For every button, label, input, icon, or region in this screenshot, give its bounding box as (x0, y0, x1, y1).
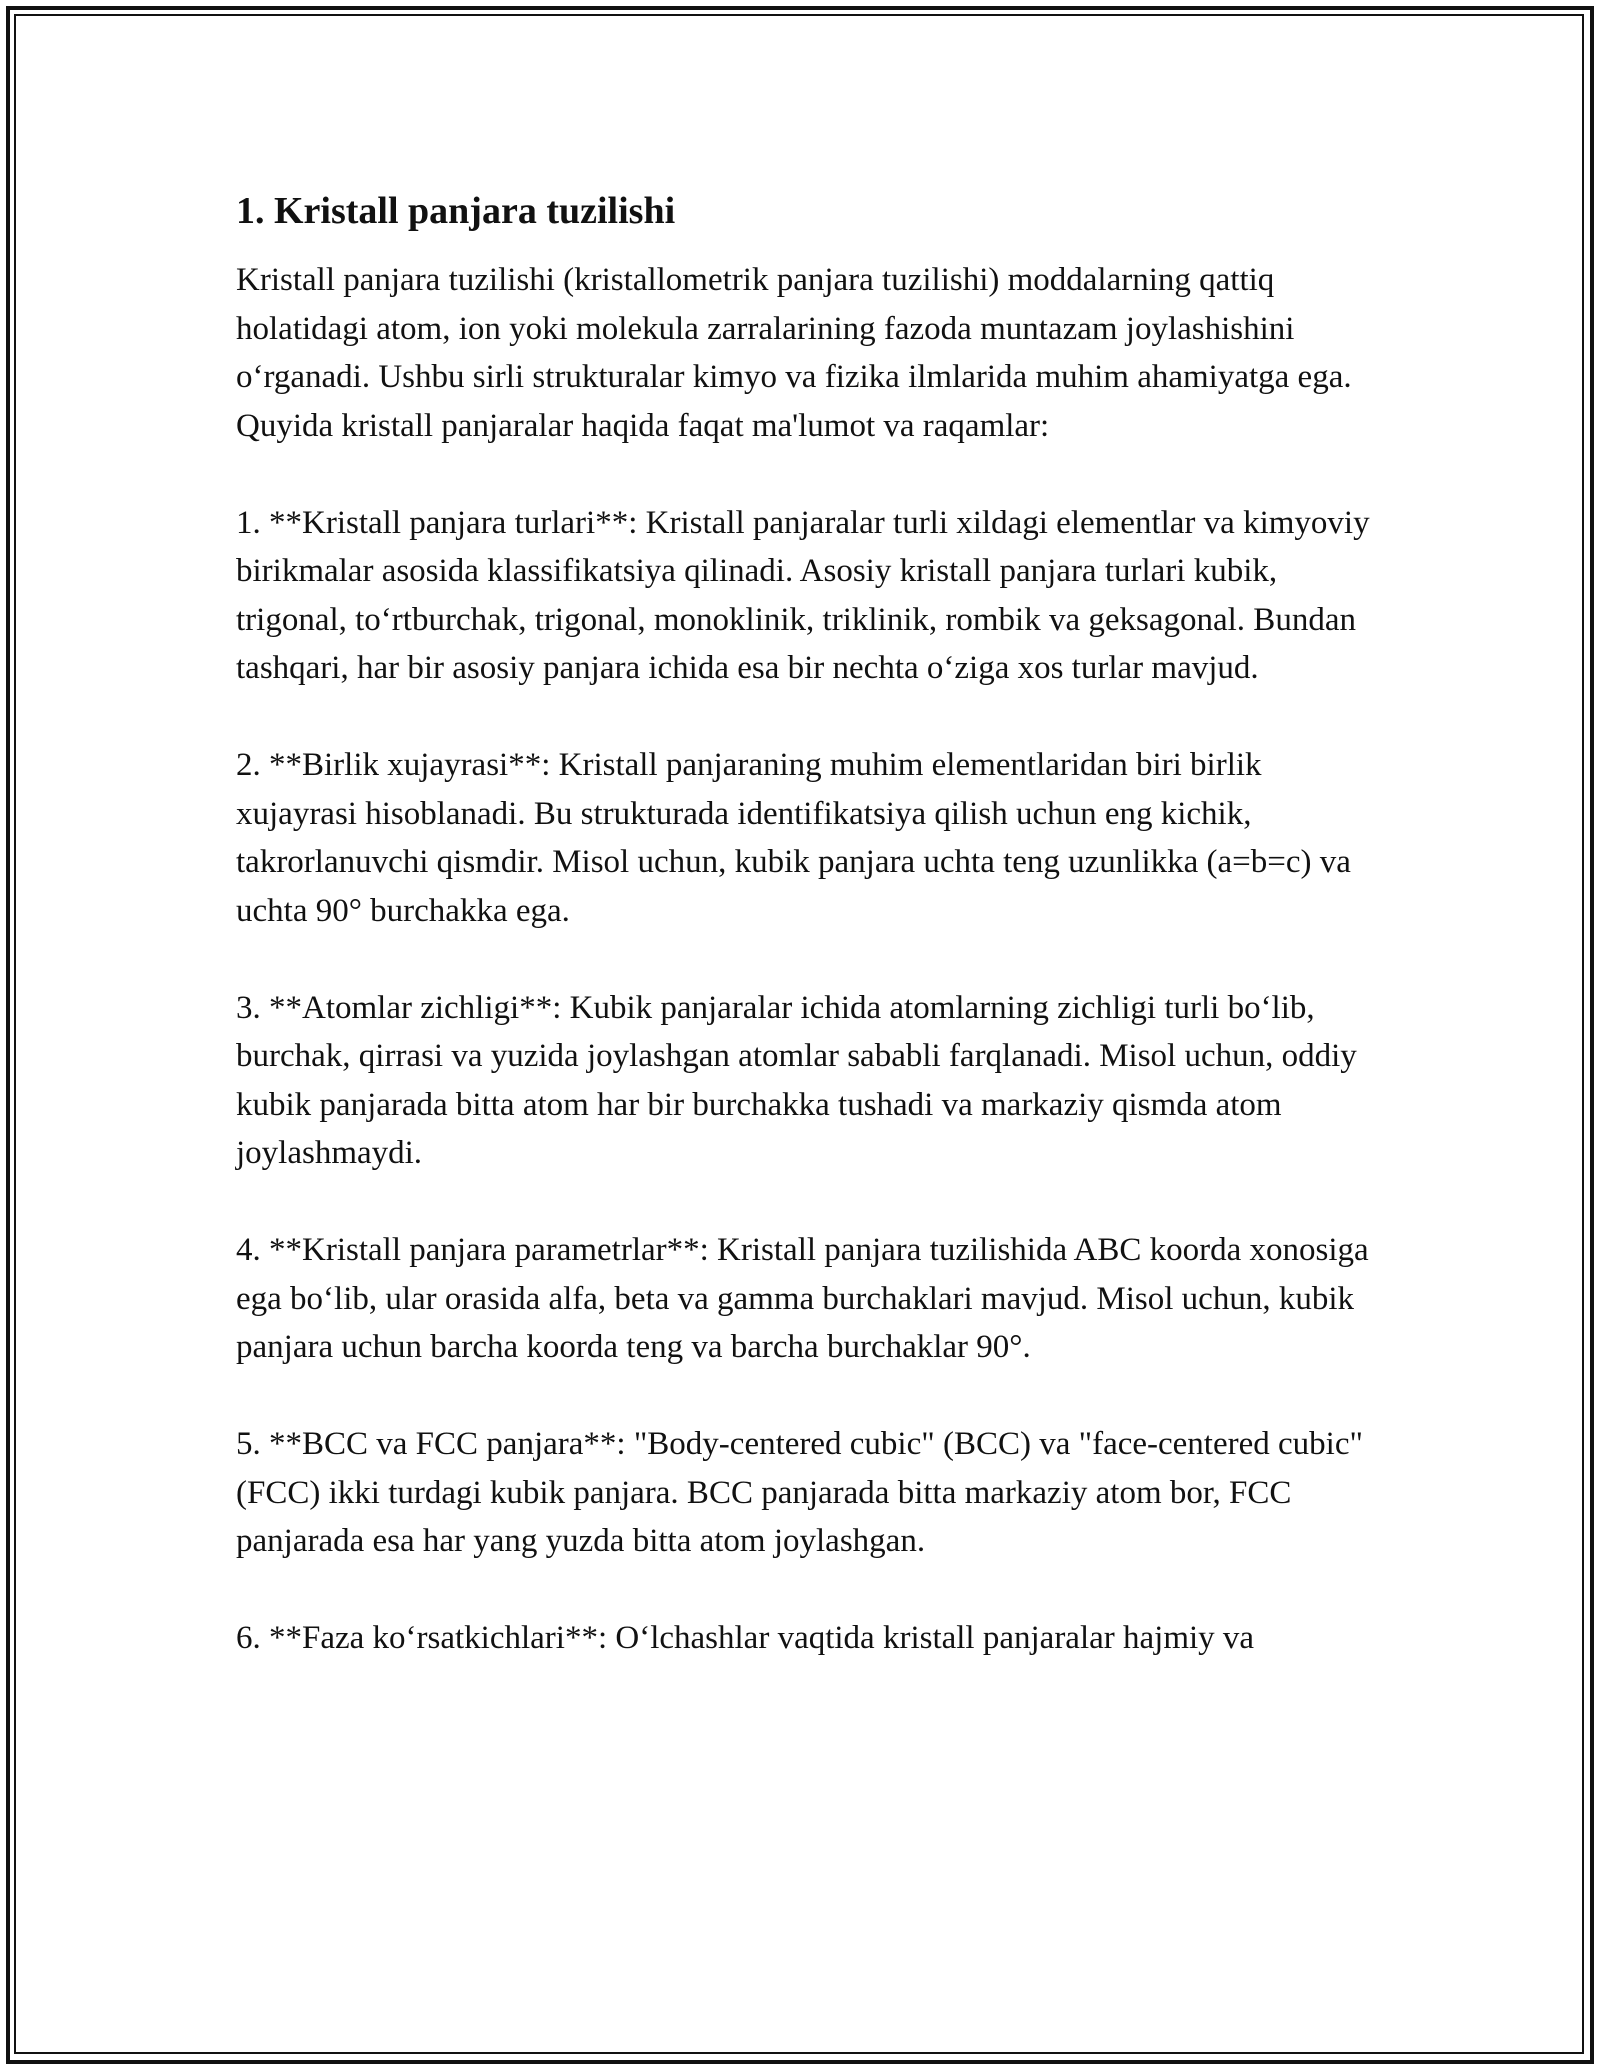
paragraph-crystal-lattice-types: 1. **Kristall panjara turlari**: Kristall panjaralar turli xildagi elementlar va kimyoviy birikmalar asosida klassifikatsiya qilinadi. Asosiy kristall panjara turlari kubik, trigonal, to‘rtburchak, trigonal, monoklinik, triklinik, rombik va geksagonal. Bundan tashqari, har bir asosiy panjara ichida esa bir nechta o‘ziga xos turlar mavjud. (236, 504, 1370, 686)
paragraph-unit-cell: 2. **Birlik xujayrasi**: Kristall panjaraning muhim elementlaridan biri birlik xujayrasi hisoblanadi. Bu strukturada identifikatsiya qilish uchun eng kichik, takrorlanuvchi qismdir. Misol uchun, kubik panjara uchta teng uzunlikka (a=b=c) va uchta 90° burchakka ega. (236, 747, 1351, 929)
paragraph-phase-indicators: 6. **Faza ko‘rsatkichlari**: O‘lchashlar vaqtida kristall panjaralar hajmiy va (236, 1620, 1255, 1656)
paragraph-bcc-fcc: 5. **BCC va FCC panjara**: "Body-centered cubic" (BCC) va "face-centered cubic" (FCC) ikki turdagi kubik panjara. BCC panjarada bitta markaziy atom bor, FCC panjarada esa har yang yuzda bitta atom joylashgan. (236, 1426, 1363, 1559)
section-heading: 1. Kristall panjara tuzilishi (236, 190, 676, 232)
paragraph-lattice-parameters: 4. **Kristall panjara parametrlar**: Kristall panjara tuzilishida ABC koorda xonosiga ega bo‘lib, ular orasida alfa, beta va gamma burchaklari mavjud. Misol uchun, kubik panjara uchun barcha koorda teng va barcha burchaklar 90°. (236, 1232, 1369, 1365)
document-body (236, 186, 1376, 1663)
intro-paragraph: Kristall panjara tuzilishi (kristallometrik panjara tuzilishi) moddalarning qattiq holatidagi atom, ion yoki molekula zarralarining fazoda muntazam joylashishini o‘rganadi. Ushbu sirli strukturalar kimyo va fizika ilmlarida muhim ahamiyatga ega. Quyida kristall panjaralar haqida faqat ma'lumot va raqamlar: (236, 262, 1352, 444)
paragraph-atom-density: 3. **Atomlar zichligi**: Kubik panjaralar ichida atomlarning zichligi turli bo‘lib, burchak, qirrasi va yuzida joylashgan atomlar sababli farqlanadi. Misol uchun, oddiy kubik panjarada bitta atom har bir burchakka tushadi va markaziy qismda atom joylashmaydi. (236, 989, 1357, 1171)
